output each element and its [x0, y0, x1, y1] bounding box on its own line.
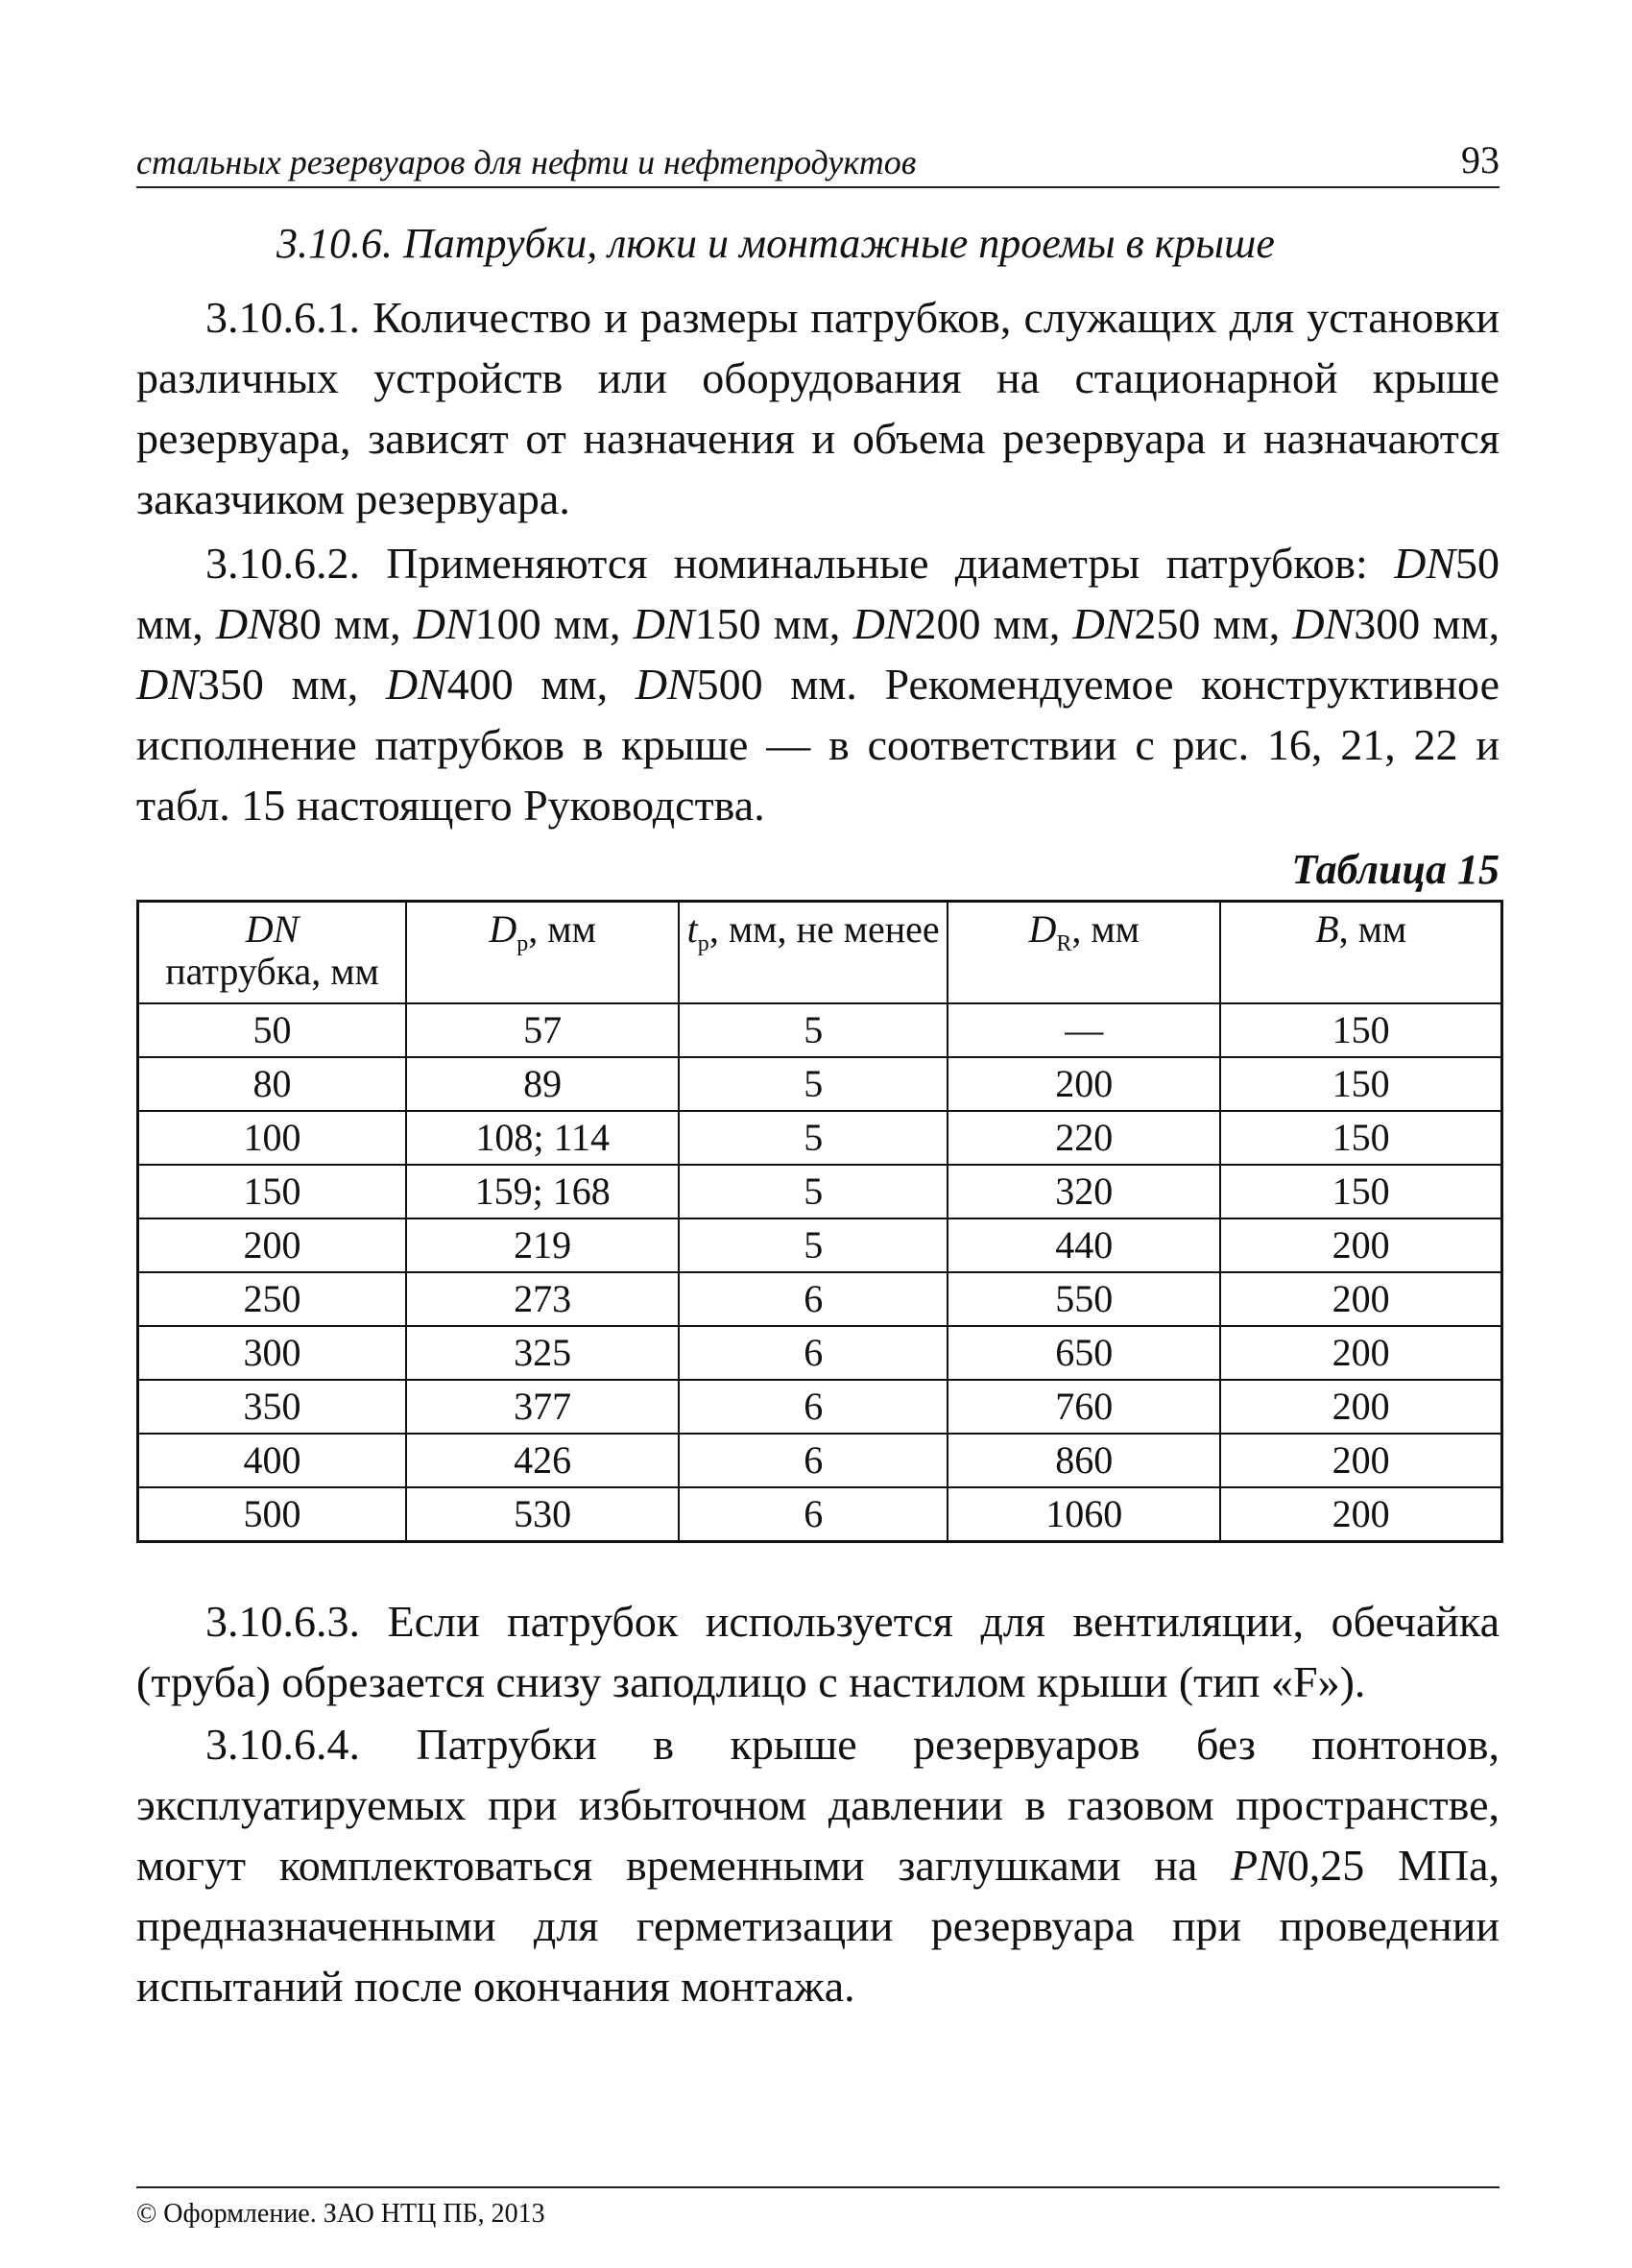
running-header-title: стальных резервуаров для нефти и нефтепродуктов — [136, 143, 917, 181]
pn-symbol: PN — [1230, 1841, 1287, 1890]
header-subscript: R — [1056, 931, 1072, 956]
table-body — [138, 1003, 1502, 1542]
header-text: патрубка, мм — [165, 950, 379, 993]
table-cell: 300 — [138, 1326, 407, 1380]
table-cell: 200 — [1220, 1326, 1501, 1380]
table-cell: 550 — [948, 1272, 1220, 1326]
table-row — [138, 1057, 1502, 1111]
header-symbol: D — [1028, 907, 1057, 951]
table-cell: 150 — [1220, 1111, 1501, 1165]
header-text: , мм, не менее — [708, 907, 940, 951]
table-cell: 150 — [1220, 1003, 1501, 1057]
header-subscript: p — [697, 931, 709, 956]
table-row — [138, 1380, 1502, 1434]
dn-symbol: DN — [1072, 599, 1135, 648]
dn-symbol: DN — [1292, 599, 1355, 648]
table-row — [138, 1218, 1502, 1272]
header-dp — [406, 902, 679, 1004]
header-dr — [948, 902, 1220, 1004]
table-cell: 219 — [406, 1218, 679, 1272]
table-cell: 6 — [679, 1272, 948, 1326]
table-cell: 273 — [406, 1272, 679, 1326]
table-cell: 377 — [406, 1380, 679, 1434]
dn-symbol: DN — [413, 599, 475, 648]
table-cell: 200 — [1220, 1272, 1501, 1326]
dn-symbol: DN — [385, 660, 447, 709]
dn-symbol: DN — [635, 660, 697, 709]
table-cell: 5 — [679, 1165, 948, 1218]
dn-value: 400 мм, — [446, 660, 609, 709]
table-row — [138, 1165, 1502, 1218]
header-subscript: p — [516, 931, 529, 956]
table-cell: 530 — [406, 1487, 679, 1542]
dn-value: 350 мм, — [197, 660, 359, 709]
dn-value: 80 мм, — [276, 599, 401, 648]
dn-symbol: DN — [136, 660, 198, 709]
table-cell: 5 — [679, 1057, 948, 1111]
paragraph-text: 3.10.6.2. Применяются номинальные диаметры патрубков: — [205, 539, 1368, 588]
dn-value: 250 мм, — [1134, 599, 1281, 648]
table-cell: 6 — [679, 1380, 948, 1434]
table-cell: 220 — [948, 1111, 1220, 1165]
table-cell: 57 — [406, 1003, 679, 1057]
paragraph-3-10-6-1: 3.10.6.1. Количество и размеры патрубков, служащих для установки различных устройств или оборудования на стационарной крыше резервуара, зависят от назначения и объема резервуара и назначаются заказчиком резервуара. — [136, 293, 1500, 523]
table-cell: 350 — [138, 1380, 407, 1434]
header-text: , мм — [1071, 907, 1140, 951]
table-cell: 426 — [406, 1434, 679, 1487]
header-symbol: t — [686, 907, 698, 951]
dn-value: 150 мм, — [694, 599, 841, 648]
table-cell: 5 — [679, 1003, 948, 1057]
table-cell: 200 — [1220, 1487, 1501, 1542]
dn-symbol: DN — [633, 599, 695, 648]
table-cell: 440 — [948, 1218, 1220, 1272]
table-cell: 100 — [138, 1111, 407, 1165]
table-cell: 200 — [1220, 1218, 1501, 1272]
table-cell: 6 — [679, 1487, 948, 1542]
table-cell: 650 — [948, 1326, 1220, 1380]
footer-copyright: © Оформление. ЗАО НТЦ ПБ, 2013 — [136, 2199, 545, 2229]
paragraph-text: Рекомендуемое конструктивное исполнение патрубков в крыше — в соответствии с рис. 16, 21, 22 и табл. 15 настоящего Руководства. — [136, 660, 1500, 830]
header-text: , мм — [528, 907, 596, 951]
dn-value: 200 мм, — [914, 599, 1061, 648]
header-text: , мм — [1338, 907, 1407, 951]
table-cell: 200 — [1220, 1434, 1501, 1487]
table-row — [138, 1434, 1502, 1487]
dn-value: 100 мм, — [474, 599, 621, 648]
running-header — [136, 115, 1500, 188]
paragraph-3-10-6-4 — [136, 1714, 1500, 2016]
table-cell: 200 — [948, 1057, 1220, 1111]
table-row — [138, 1326, 1502, 1380]
paragraph-text: 0,25 МПа, предназначенными для герметизации резервуара при проведении испытаний после окончания монтажа. — [136, 1841, 1500, 2011]
table-row — [138, 1272, 1502, 1326]
paragraph-text: 3.10.6.4. Патрубки в крыше резервуаров без понтонов, эксплуатируемых при избыточном давлении в газовом пространстве, могут комплектоваться временными заглушками на — [136, 1720, 1500, 1890]
table-cell: 80 — [138, 1057, 407, 1111]
table-cell: 6 — [679, 1326, 948, 1380]
header-symbol: D — [489, 907, 517, 951]
table-cell: — — [948, 1003, 1220, 1057]
dn-symbol: DN — [1394, 539, 1456, 588]
table-row — [138, 1111, 1502, 1165]
table-cell: 200 — [1220, 1380, 1501, 1434]
section-title: 3.10.6. Патрубки, люки и монтажные проемы в крыше — [276, 220, 1275, 267]
table-cell: 860 — [948, 1434, 1220, 1487]
table-cell: 320 — [948, 1165, 1220, 1218]
paragraph-3-10-6-3: 3.10.6.3. Если патрубок используется для вентиляции, обечайка (труба) обрезается снизу заподлицо с настилом крыши (тип «F»). — [136, 1597, 1500, 1706]
document-page — [136, 115, 1500, 2016]
table-cell: 400 — [138, 1434, 407, 1487]
table-cell: 150 — [1220, 1165, 1501, 1218]
dn-value: 300 мм, — [1354, 599, 1500, 648]
nozzle-table — [136, 900, 1503, 1543]
table-cell: 159; 168 — [406, 1165, 679, 1218]
table-cell: 5 — [679, 1111, 948, 1165]
header-symbol: B — [1315, 907, 1339, 951]
table-cell: 250 — [138, 1272, 407, 1326]
table-cell: 6 — [679, 1434, 948, 1487]
table-row — [138, 1487, 1502, 1542]
table-cell: 108; 114 — [406, 1111, 679, 1165]
table-cell: 200 — [138, 1218, 407, 1272]
footer-rule — [136, 2186, 1500, 2188]
table-cell: 50 — [138, 1003, 407, 1057]
table-cell: 760 — [948, 1380, 1220, 1434]
dn-value: 500 мм. — [696, 660, 857, 709]
header-b — [1220, 902, 1501, 1004]
header-tp — [679, 902, 948, 1004]
table-header-row — [138, 902, 1502, 1004]
table-cell: 89 — [406, 1057, 679, 1111]
table-row — [138, 1003, 1502, 1057]
paragraph-3-10-6-2 — [136, 533, 1500, 835]
dn-symbol: DN — [852, 599, 915, 648]
table-caption: Таблица 15 — [1291, 846, 1500, 893]
table-cell: 150 — [138, 1165, 407, 1218]
dn-symbol: DN — [215, 599, 277, 648]
table-cell: 325 — [406, 1326, 679, 1380]
page-number: 93 — [1461, 138, 1500, 181]
header-dn — [138, 902, 407, 1004]
header-symbol: DN — [245, 907, 300, 951]
dn-value: 50 мм, — [136, 539, 1500, 648]
table-cell: 500 — [138, 1487, 407, 1542]
table-cell: 150 — [1220, 1057, 1501, 1111]
table-cell: 1060 — [948, 1487, 1220, 1542]
table-cell: 5 — [679, 1218, 948, 1272]
